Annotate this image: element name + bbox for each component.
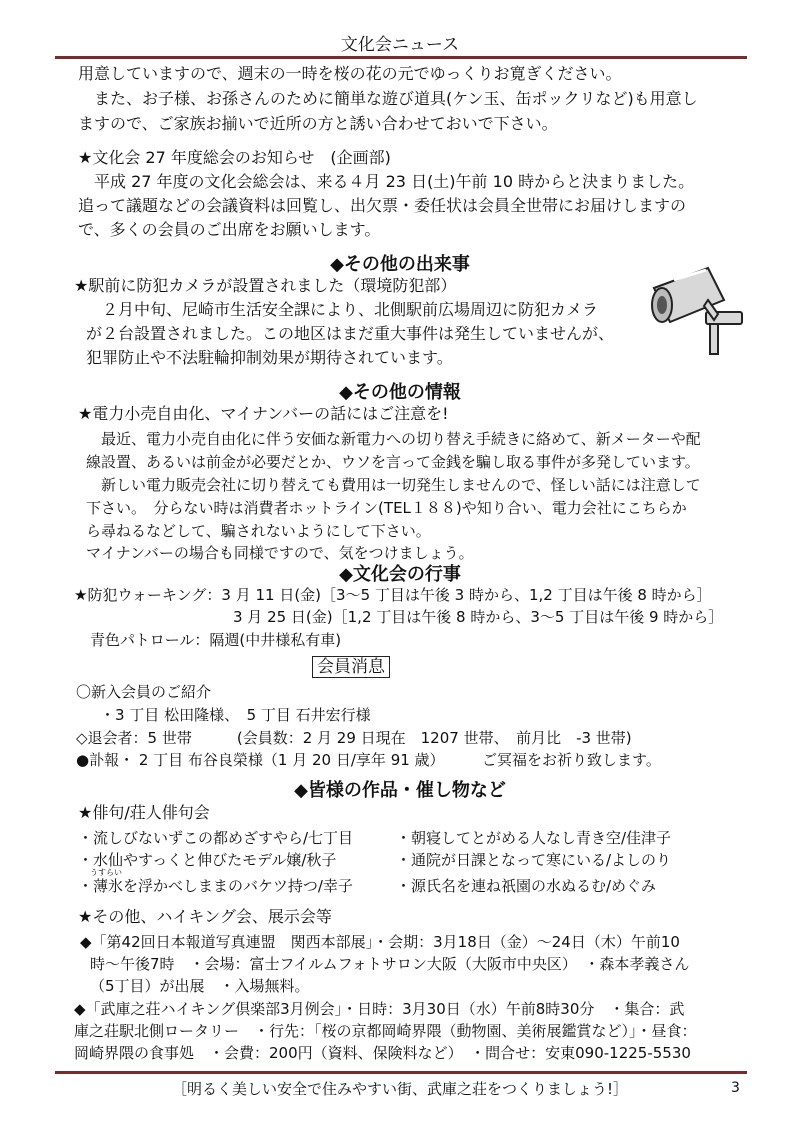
haiku-left: ・薄氷を浮かべしままのバケツ持つ/幸子	[78, 877, 353, 895]
power-line: 最近、電力小売自由化に伴う安価な新電力への切り替え手続きに絡めて、新メーターや配	[86, 430, 701, 448]
page-number: 3	[731, 1080, 740, 1096]
info-heading: ◆その他の情報	[339, 382, 461, 403]
photo-exhibit-line: 時～午後7時 ・会場：富士フイルムフォトサロン大阪（大阪市中央区） ・森本孝義さん	[90, 955, 690, 973]
intro-line: 用意していますので、週末の一時を桜の花の元でゆっくりお寛ぎください。	[78, 64, 622, 83]
schedule-line: ★防犯ウォーキング：3 月 11 日(金)［3～5 丁目は午後 3 時から、1,2 丁目は午後 8 時から］	[74, 586, 712, 604]
haiku-ruby: うすらい	[90, 868, 122, 877]
members-heading: 会員消息	[312, 656, 390, 678]
misc-title: ★その他、ハイキング会、展示会等	[78, 907, 332, 926]
footer-rule	[55, 1071, 747, 1074]
power-title: ★電力小売自由化、マイナンバーの話にはご注意を!	[78, 404, 449, 423]
header-rule	[55, 56, 747, 59]
haiku-title: ★俳句/荘人俳句会	[78, 803, 210, 822]
schedule-heading: ◆文化会の行事	[339, 564, 461, 585]
new-members-names: ・3 丁目 松田隆様、 5 丁目 石井宏行様	[100, 706, 371, 724]
power-line: ら尋ねるなどして、騙されないようにして下さい。	[86, 522, 431, 540]
meeting-line: で、多くの会員のご出席をお願いします。	[78, 220, 381, 239]
photo-exhibit-line: ◆「第42回日本報道写真連盟 関西本部展」・会期：3月18日（金）～24日（木）午前10	[80, 933, 680, 951]
haiku-left: ・水仙やすっくと伸びたモデル嬢/秋子	[78, 851, 337, 869]
haiku-right: ・朝寝してとがめる人なし青き空/佳津子	[396, 829, 672, 847]
intro-line: また、お子様、お孫さんのために簡単な遊び道具(ケン玉、缶ポックリなど)も用意し	[78, 89, 698, 108]
withdrawals-line: ◇退会者：5 世帯 (会員数：2 月 29 日現在 1207 世帯、 前月比 -3 世帯)	[76, 729, 632, 747]
power-line: マイナンバーの場合も同様ですので、気をつけましょう。	[86, 544, 474, 562]
security-camera-icon	[648, 260, 748, 360]
schedule-line: 青色パトロール：隔週(中井様私有車)	[90, 631, 342, 649]
hiking-line: 岡崎界隈の食事処 ・会費：200円（資料、保険料など） ・問合せ：安東090-1225-5530	[74, 1044, 691, 1062]
haiku-right: ・源氏名を連ね祇園の水ぬるむ/めぐみ	[396, 877, 657, 895]
camera-line: 犯罪防止や不法駐輪抑制効果が期待されています。	[86, 348, 453, 367]
haiku-right: ・通院が日課となって寒にいる/よしのり	[396, 851, 672, 869]
hiking-line: ◆「武庫之荘ハイキング倶楽部3月例会」・日時：3月30日（水）午前8時30分 ・集合：武	[74, 1000, 685, 1018]
works-heading: ◆皆様の作品・催し物など	[294, 780, 506, 801]
meeting-title: ★文化会 27 年度総会のお知らせ (企画部)	[78, 148, 391, 167]
power-line: 線設置、あるいは前金が必要だとか、ウソを言って金銭を騙し取る事件が多発しています。	[86, 453, 700, 471]
power-line: 下さい。 分らない時は消費者ホットライン(TEL１８８)や知り合い、電力会社にこちらか	[86, 499, 687, 517]
photo-exhibit-line: （5丁目）が出展 ・入場無料。	[90, 977, 310, 995]
hiking-line: 庫之荘駅北側ロータリー ・行先：「桜の京都岡崎界隈（動物園、美術展鑑賞など）」・昼食：	[74, 1022, 697, 1040]
meeting-line: 追って議題などの会議資料は回覧し、出欠票・委任状は会員全世帯にお届けしますの	[78, 196, 687, 215]
power-line: 新しい電力販売会社に切り替えても費用は一切発生しませんので、怪しい話には注意して	[86, 476, 701, 494]
camera-title: ★駅前に防犯カメラが設置されました（環境防犯部）	[74, 276, 457, 295]
schedule-line: 3 月 25 日(金)［1,2 丁目は午後 8 時から、3～5 丁目は午後 9 時から］	[233, 608, 724, 626]
haiku-left: ・流しびないずこの都めざすやら/七丁目	[78, 829, 354, 847]
page-header-title: 文化会ニュース	[340, 35, 460, 55]
meeting-line: 平成 27 年度の文化会総会は、来る４月 23 日(土)午前 10 時からと決まりました。	[78, 172, 695, 191]
camera-line: が２台設置されました。この地区はまだ重大事件は発生していませんが、	[86, 324, 615, 343]
new-members-title: 〇新入会員のご紹介	[76, 683, 212, 701]
obituary-line: ●訃報・ 2 丁目 布谷良榮様（1 月 20 日/享年 91 歳） ご冥福をお祈り致します。	[76, 751, 661, 769]
events-heading: ◆その他の出来事	[330, 254, 470, 275]
camera-line: ２月中旬、尼崎市生活安全課により、北側駅前広場周辺に防犯カメラ	[86, 300, 599, 319]
footer-slogan: ［明るく美しい安全で住みやすい街、武庫之荘をつくりましょう!］	[171, 1080, 629, 1098]
intro-line: ますので、ご家族お揃いで近所の方と誘い合わせておいで下さい。	[78, 114, 558, 133]
